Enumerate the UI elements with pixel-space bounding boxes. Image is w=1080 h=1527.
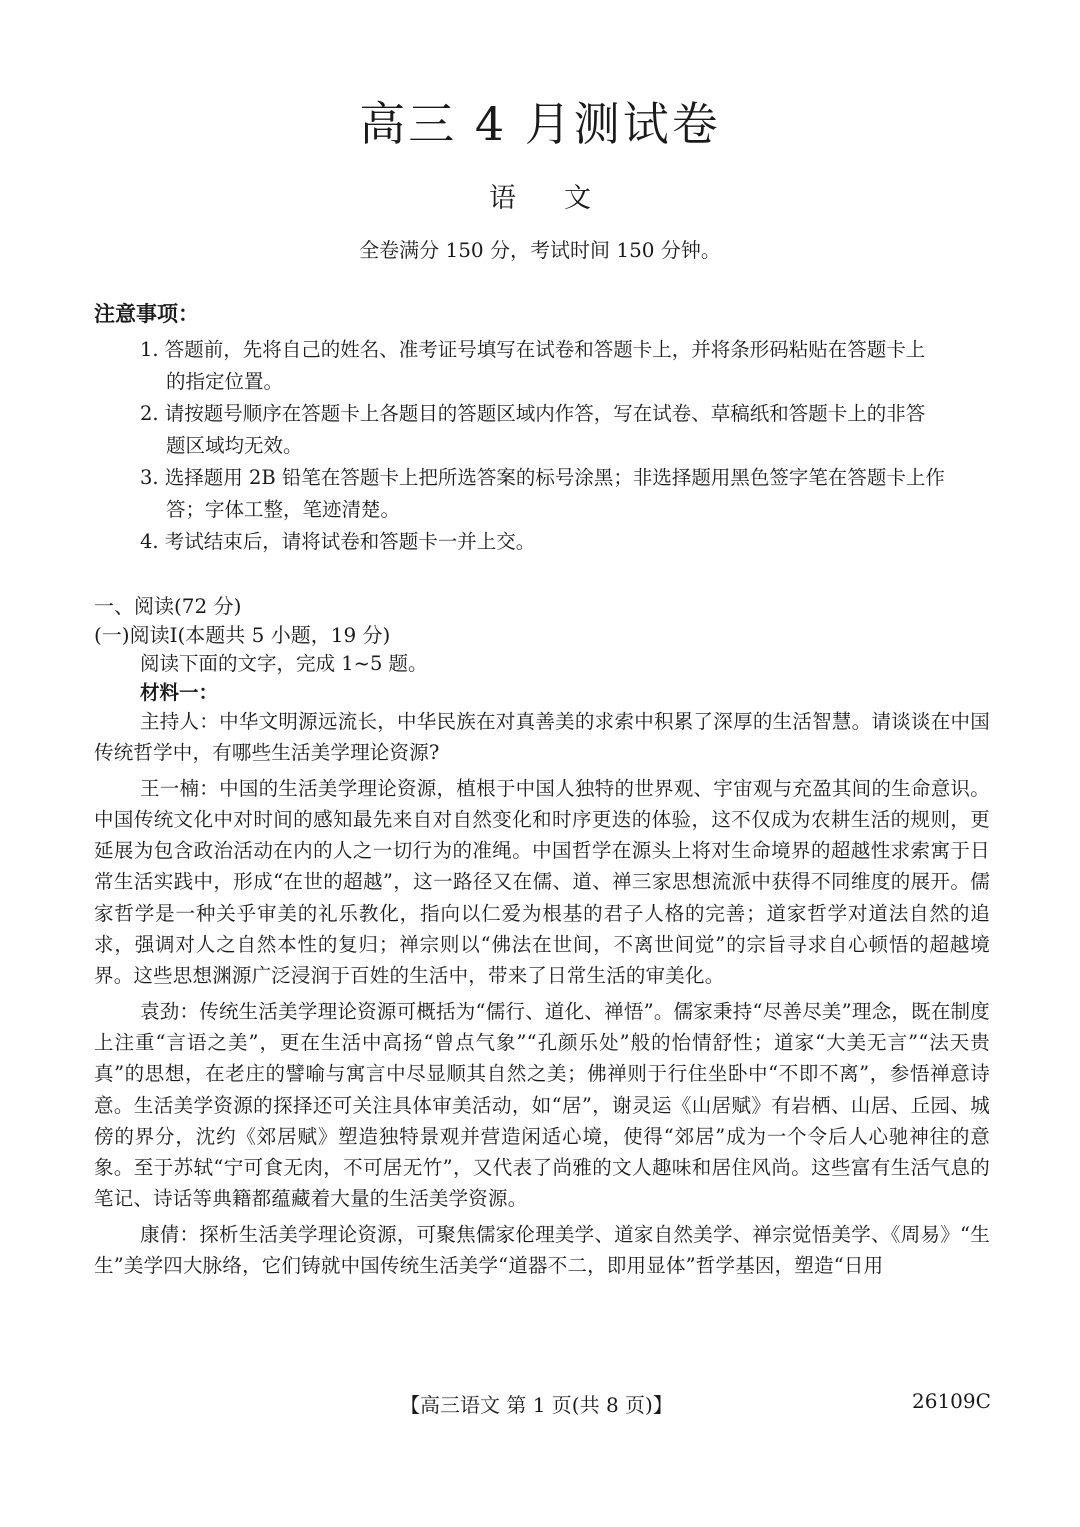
note-line-continued: 答；字体工整，笔迹清楚。 [166,498,401,521]
note-line: 4. 考试结束后，请将试卷和答题卡一并上交。 [140,530,536,553]
score-info: 全卷满分 150 分，考试时间 150 分钟。 [359,238,721,262]
page-number-label: 【高三语文 第 1 页(共 8 页)】 [400,1393,673,1417]
notes-heading: 注意事项： [94,301,199,326]
page-title: 高三 4 月测试卷 [359,97,721,151]
exam-code: 26109C [912,1389,991,1413]
paragraph: 王一楠：中国的生活美学理论资源，植根于中国人独特的世界观、宇宙观与充盈其间的生命意识。中国传统文化中对时间的感知最先来自对自然变化和时序更迭的体验，这不仅成为农耕生活的规则，更延展为包含政治活动在内的人之一切行为的准绳。中国哲学在源头上将对生命境界的超越性求索寓于日常生活实践中，形成“在世的超越”，这一路径又在儒、道、禅三家思想流派中获得不同维度的展开。儒家哲学是一种关乎审美的礼乐教化，指向以仁爱为根基的君子人格的完善；道家哲学对道法自然的追求，强调对人之自然本性的复归；禅宗则以“佛法在世间，不离世间觉”的宗旨寻求自心顿悟的超越境界。这些思想渊源广泛浸润于百姓的生活中，带来了日常生活的审美化。 [94,776,990,988]
material-body [94,706,990,1285]
note-line-continued: 的指定位置。 [166,370,284,393]
reading-instruction: 阅读下面的文字，完成 1~5 题。 [140,652,428,675]
paragraph: 康倩：探析生活美学理论资源，可聚焦儒家伦理美学、道家自然美学、禅宗觉悟美学、《周易》“生生”美学四大脉络，它们铸就中国传统生活美学“道器不二，即用显体”哲学基因，塑造“日用 [94,1222,990,1278]
paragraph: 主持人：中华文明源远流长，中华民族在对真善美的求索中积累了深厚的生活智慧。请谈谈在中国传统哲学中，有哪些生活美学理论资源? [94,710,990,765]
section-heading: 一、阅读(72 分) [94,594,242,618]
subsection-heading: (一)阅读Ⅰ(本题共 5 小题，19 分) [94,623,391,647]
note-item [140,334,990,398]
note-line: 1. 答题前，先将自己的姓名、准考证号填写在试卷和答题卡上，并将条形码粘贴在答题卡上 [140,338,926,361]
subject-char-1: 语 [489,183,516,214]
note-item [140,526,990,558]
note-item [140,462,990,526]
paragraph: 袁劲：传统生活美学理论资源可概括为“儒行、道化、禅悟”。儒家秉持“尽善尽美”理念，既在制度上注重“言语之美”，更在生活中高扬“曾点气象”“孔颜乐处”般的怡情舒性；道家“大美无言”“法天贵真”的思想，在老庄的譬喻与寓言中尽显顺其自然之美；佛禅则于行住坐卧中“不即不离”，参悟禅意诗意。生活美学资源的探择还可关注具体审美活动，如“居”，谢灵运《山居赋》有岩栖、山居、丘园、城傍的界分，沈约《郊居赋》塑造独特景观并营造闲适心境，使得“郊居”成为一个令后人心驰神往的意象。至于苏轼“宁可食无肉，不可居无竹”，又代表了尚雅的文人趣味和居住风尚。这些富有生活气息的笔记、诗话等典籍都蕴藏着大量的生活美学资源。 [94,999,990,1211]
note-line: 3. 选择题用 2B 铅笔在答题卡上把所选答案的标号涂黑；非选择题用黑色签字笔在答题卡上作 [140,466,945,489]
notes-list [140,334,990,558]
note-item [140,398,990,462]
note-line-continued: 题区域均无效。 [166,434,303,457]
subject-name [0,176,1080,215]
subject-char-2: 文 [564,183,591,214]
material-label: 材料一： [140,681,219,704]
note-line: 2. 请按题号顺序在答题卡上各题目的答题区域内作答，写在试卷、草稿纸和答题卡上的非答 [140,402,926,425]
